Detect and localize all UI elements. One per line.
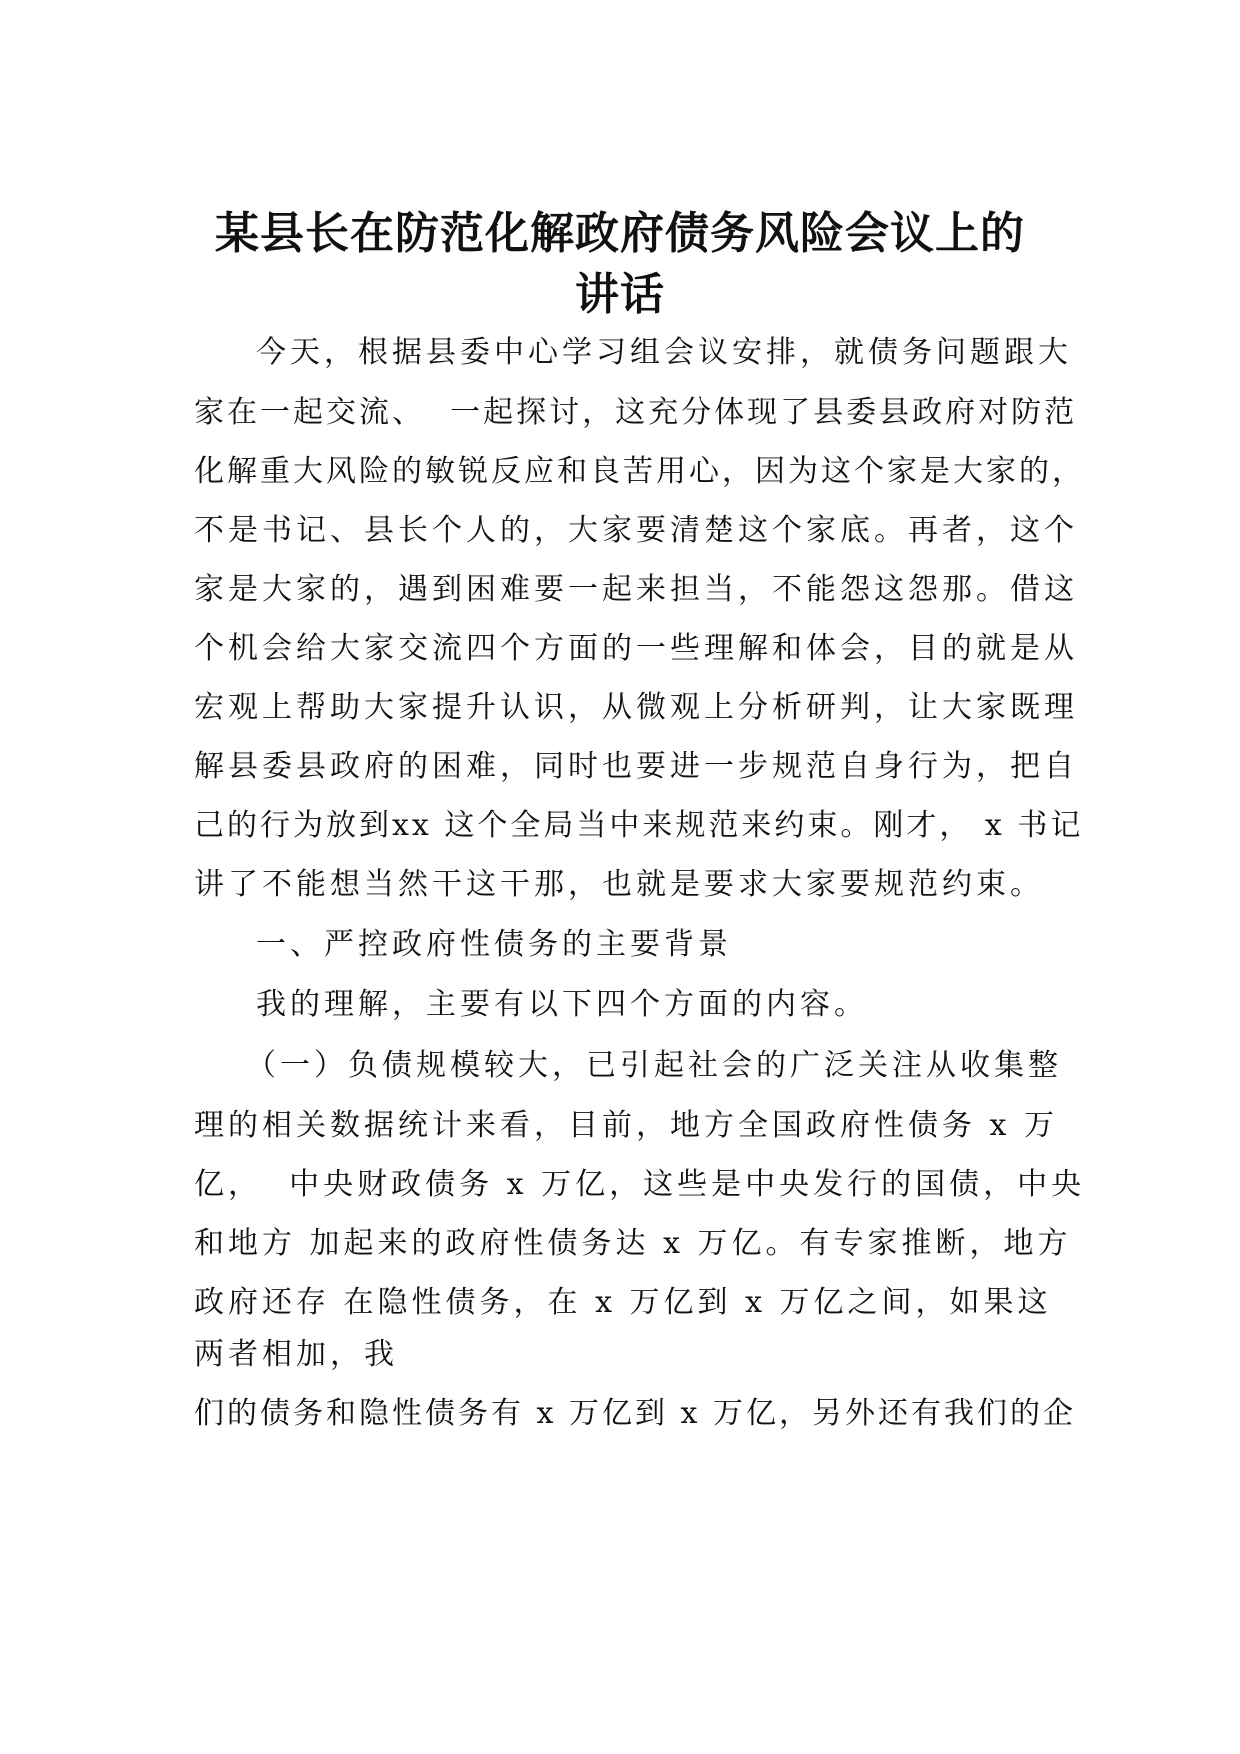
- subsection-line-7: 们的债务和隐性债务有 x 万亿到 x 万亿，另外还有我们的企: [194, 1396, 1076, 1431]
- document-title-line-1: 某县长在防范化解政府债务风险会议上的: [215, 208, 1025, 259]
- paragraph-line-3: 化解重大风险的敏锐反应和良苦用心，因为这个家是大家的，: [194, 454, 1085, 489]
- paragraph-line-8: 解县委县政府的困难，同时也要进一步规范自身行为，把自: [194, 749, 1078, 784]
- subsection-line-1: （一）负债规模较大，已引起社会的广泛关注从收集整: [246, 1048, 1062, 1083]
- paragraph-line-1: 今天，根据县委中心学习组会议安排，就债务问题跟大: [256, 335, 1072, 370]
- subsection-line-2: 理的相关数据统计来看，目前，地方全国政府性债务 x 万: [194, 1108, 1058, 1143]
- subsection-line-6: 两者相加，我: [194, 1337, 398, 1372]
- section-heading: 一、严控政府性债务的主要背景: [256, 927, 732, 962]
- subsection-line-5: 政府还存 在隐性债务，在 x 万亿到 x 万亿之间，如果这: [194, 1285, 1052, 1320]
- paragraph-line-6: 个机会给大家交流四个方面的一些理解和体会，目的就是从: [194, 631, 1078, 666]
- paragraph-line-10: 讲了不能想当然干这干那，也就是要求大家要规范约束。: [194, 867, 1044, 902]
- paragraph-line-7: 宏观上帮助大家提升认识，从微观上分析研判，让大家既理: [194, 690, 1078, 725]
- document-title-line-2: 讲话: [575, 269, 665, 320]
- paragraph-line-9: 己的行为放到xx 这个全局当中来规范来约束。刚才， x 书记: [194, 808, 1084, 843]
- paragraph-line-5: 家是大家的，遇到困难要一起来担当，不能怨这怨那。借这: [194, 572, 1078, 607]
- section-intro-line: 我的理解，主要有以下四个方面的内容。: [256, 987, 868, 1022]
- subsection-line-4: 和地方 加起来的政府性债务达 x 万亿。有专家推断，地方: [194, 1226, 1072, 1261]
- subsection-line-3: 亿， 中央财政债务 x 万亿，这些是中央发行的国债，中央: [194, 1167, 1086, 1202]
- paragraph-line-2: 家在一起交流、 一起探讨，这充分体现了县委县政府对防范: [194, 395, 1078, 430]
- paragraph-line-4: 不是书记、县长个人的，大家要清楚这个家底。再者，这个: [194, 513, 1078, 548]
